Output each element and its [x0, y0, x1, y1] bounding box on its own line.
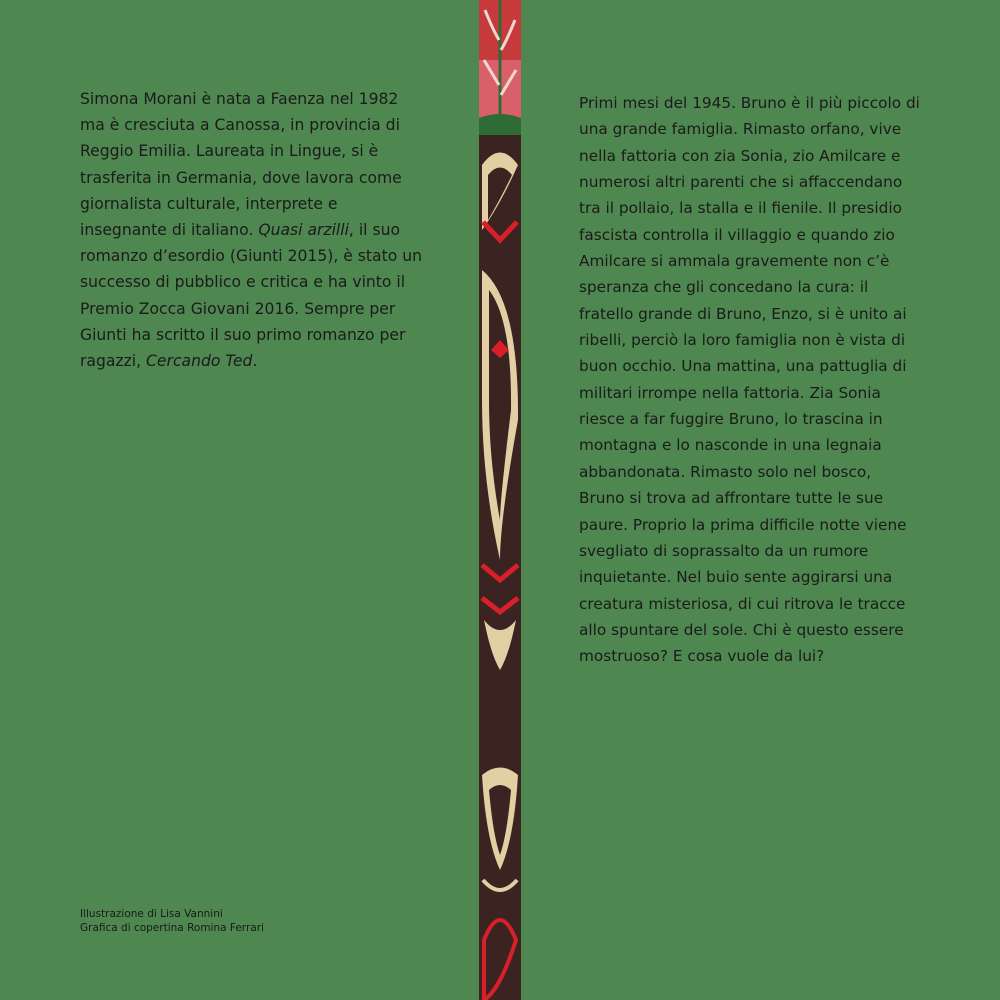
- book-blurb: [579, 90, 921, 670]
- cover-design-credit: Grafica di copertina Romina Ferrari: [80, 921, 264, 934]
- debut-novel-title: Quasi arzilli: [258, 221, 349, 240]
- author-bio-text: [80, 86, 425, 374]
- spine-artwork: [479, 0, 521, 1000]
- bio-debut-text: , il suo romanzo d’esordio (Giunti 2015), è stato un successo di pubblico e critica e ha vinto il Premio Zocca Giovani 2016. Sempre per Giunti ha scritto il suo primo romanzo per ragazzi,: [80, 221, 422, 371]
- blurb-text: Primi mesi del 1945. Bruno è il più piccolo di una grande famiglia. Rimasto orfano, vive nella fattoria con zia Sonia, zio Amilcare e numerosi altri parenti che si affaccendano tra il pollaio, la stalla e il fienile. Il presidio fascista controlla il villaggio e quando zio Amilcare si ammala gravemente non c’è speranza che gli concedano la cura: il fratello grande di Bruno, Enzo, si è unito ai ribelli, perciò la loro famiglia non è vista di buon occhio. Una mattina, una pattuglia di militari irrompe nella fattoria. Zia Sonia riesce a far fuggire Bruno, lo trascina in montagna e lo nasconde in una legnaia abbandonata. Rimasto solo nel bosco, Bruno si trova ad affrontare tutte le sue paure. Proprio la prima difficile notte viene svegliato di soprassalto da un rumore inquietante. Nel buio sente aggirarsi una creatura misteriosa, di cui ritrova le tracce allo spuntare del sole. Chi è questo essere mostruoso? E cosa vuole da lui?: [579, 94, 920, 666]
- youth-novel-title: Cercando Ted: [146, 352, 253, 371]
- bio-end: .: [252, 352, 258, 371]
- bio-intro: Simona Morani è nata a Faenza nel 1982 ma è cresciuta a Canossa, in provincia di Reggio Emilia. Laureata in Lingue, si è trasferita in Germania, dove lavora come giornalista culturale, interprete e insegnante di italiano.: [80, 90, 402, 240]
- author-bio: [80, 86, 425, 374]
- cover-credits: [80, 908, 380, 935]
- spine-illustration: [479, 0, 521, 1000]
- illustration-credit: Illustrazione di Lisa Vannini: [80, 908, 223, 920]
